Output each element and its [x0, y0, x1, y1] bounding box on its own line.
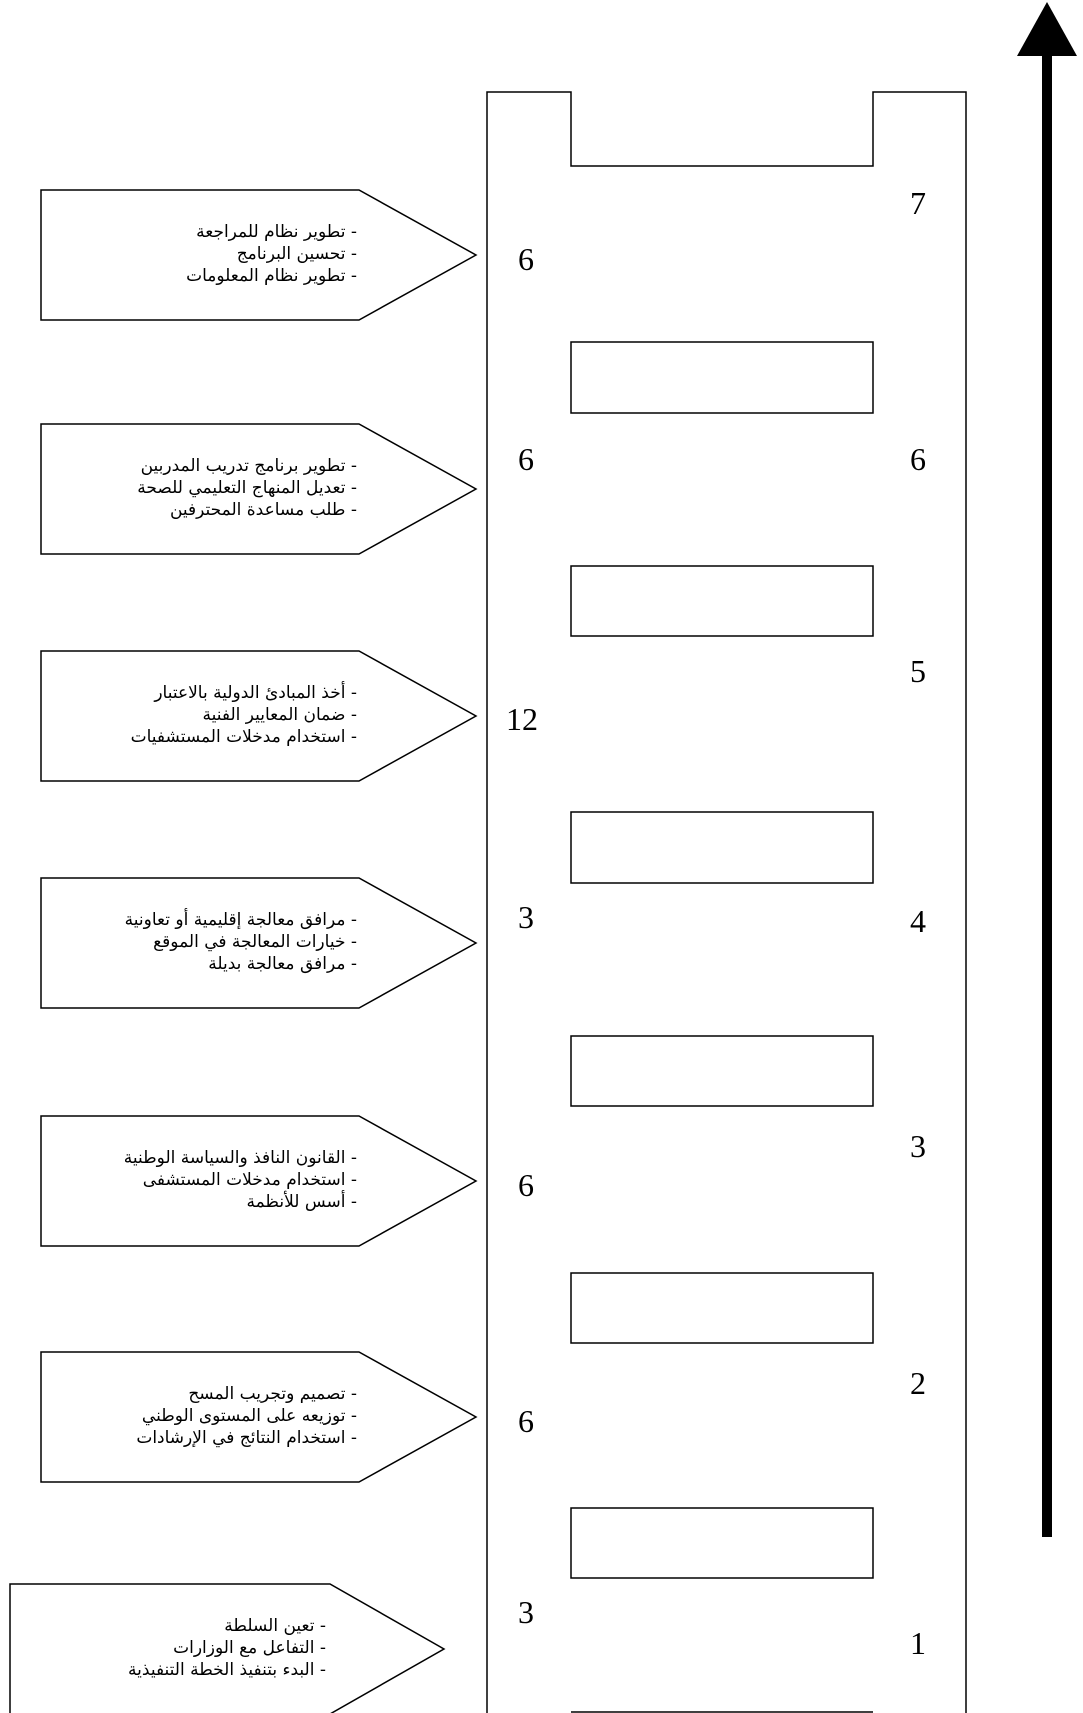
callout-line: - التفاعل مع الوزارات	[173, 1638, 326, 1658]
step-number: 1	[910, 1625, 926, 1661]
callout-text-4	[125, 909, 357, 975]
callout-count: 6	[518, 441, 534, 477]
callout-line: - ضمان المعايير الفنية	[202, 705, 357, 725]
ladder-rung	[571, 1273, 873, 1343]
step-number: 7	[910, 185, 926, 221]
callout-line: - القانون النافذ والسياسة الوطنية	[123, 1148, 357, 1168]
callout-line: - استخدام مدخلات المستشفى	[142, 1170, 357, 1190]
callout-line: - استخدام مدخلات المستشفيات	[130, 727, 357, 747]
callout-line: - أخذ المبادئ الدولية بالاعتبار	[154, 683, 357, 703]
step-number: 6	[910, 441, 926, 477]
callout-count: 6	[518, 1403, 534, 1439]
callout-line: - تصميم وتجريب المسح	[188, 1384, 357, 1404]
callout-line: - البدء بتنفيذ الخطة التنفيذية	[128, 1660, 326, 1680]
callout-count: 3	[518, 899, 534, 935]
step-number: 4	[910, 903, 926, 939]
callout-line: - تعين السلطة	[224, 1616, 326, 1636]
callout-line: - تحسين البرنامج	[236, 244, 357, 264]
callout-line: - تطوير نظام المعلومات	[186, 266, 357, 286]
callout-line: - استخدام النتائج في الإرشادات	[136, 1428, 357, 1448]
callout-text-7	[128, 1615, 326, 1681]
callout-text-6	[136, 1383, 357, 1449]
ladder-rung	[571, 812, 873, 883]
callout-line: - خيارات المعالجة في الموقع	[153, 932, 357, 952]
ladder-rung	[571, 566, 873, 636]
callout-count: 3	[518, 1594, 534, 1630]
callout-text-1	[186, 221, 357, 287]
callout-line: - مرافق معالجة بديلة	[208, 954, 357, 974]
callout-line: - مرافق معالجة إقليمية أو تعاونية	[124, 910, 357, 930]
ladder-rung	[571, 1036, 873, 1106]
step-number: 2	[910, 1365, 926, 1401]
ladder-frame	[487, 92, 966, 1713]
callout-text-3	[131, 682, 357, 748]
callout-line: - توزيعه على المستوى الوطني	[141, 1406, 357, 1426]
ladder-rung	[571, 1508, 873, 1578]
callout-line: - طلب مساعدة المحترفين	[169, 500, 357, 520]
callout-line: - تعديل المنهاج التعليمي للصحة	[137, 478, 357, 498]
callout-line: - تطوير نظام للمراجعة	[196, 222, 357, 242]
callout-line: - أسس للأنظمة	[246, 1192, 357, 1212]
callout-count: 6	[518, 241, 534, 277]
ladder-rung	[571, 342, 873, 413]
callout-count: 6	[518, 1167, 534, 1203]
progress-arrow-head	[1017, 2, 1077, 56]
callout-text-2	[137, 455, 357, 521]
step-number: 3	[910, 1128, 926, 1164]
top-caption	[300, 0, 920, 2]
callout-line: - تطوير برنامج تدريب المدربين	[140, 456, 357, 476]
callout-count: 12	[506, 701, 538, 737]
callout-text-5	[124, 1147, 357, 1213]
step-number: 5	[910, 653, 926, 689]
